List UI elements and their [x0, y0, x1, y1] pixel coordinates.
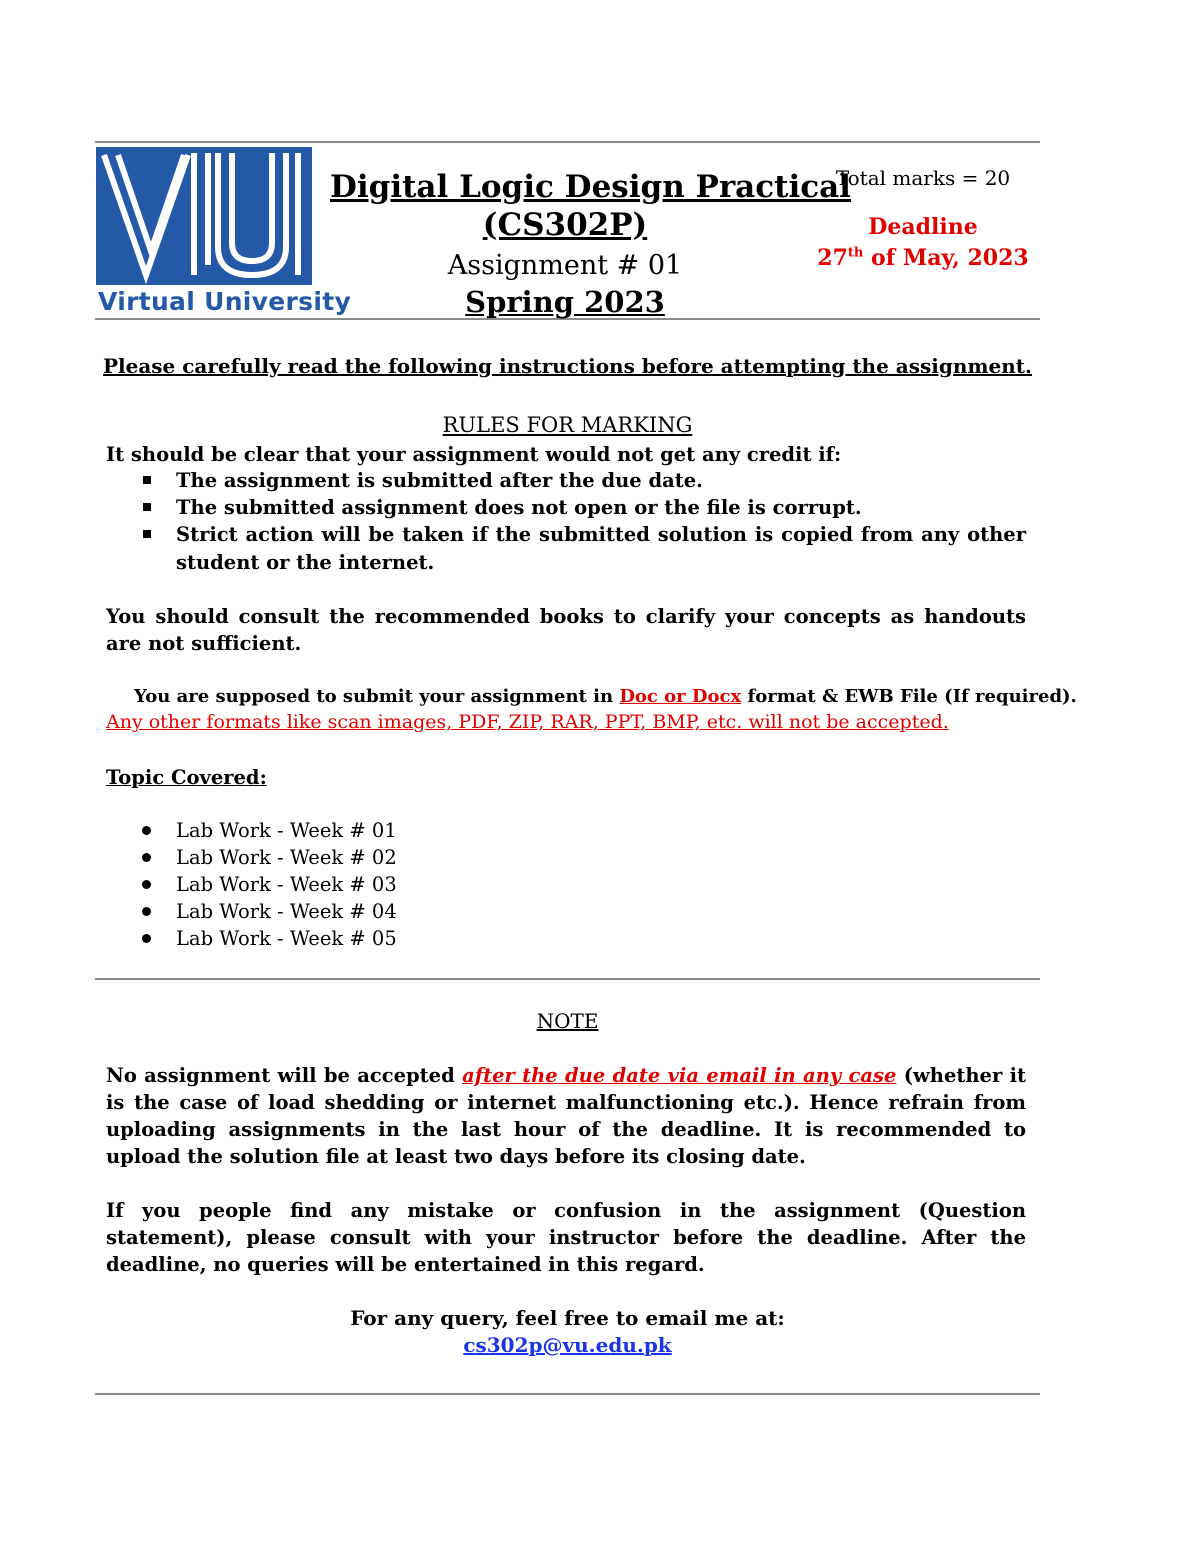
bullet-dot-icon	[142, 907, 151, 916]
topics-divider	[95, 978, 1040, 980]
deadline-date: 27th of May, 2023	[817, 245, 1029, 271]
not-accepted-formats: Any other formats like scan images, PDF, ZIP, RAR, PPT, BMP, etc. will not be accepted.	[106, 711, 949, 733]
rule-item: The submitted assignment does not open or the file is corrupt.	[176, 496, 862, 519]
bullet-dot-icon	[142, 880, 151, 889]
bottom-divider	[95, 1393, 1040, 1395]
bullet-square-icon	[143, 476, 151, 484]
note-paragraph-2: If you people find any mistake or confusion in the assignment (Question statement), please consult with your instructor before the deadline. After the deadline, no queries will be entertained in this regard.	[106, 1199, 1026, 1276]
top-divider	[95, 141, 1040, 143]
topic-item: Lab Work - Week # 02	[176, 846, 397, 869]
bullet-dot-icon	[142, 934, 151, 943]
query-text: For any query, feel free to email me at:	[350, 1306, 785, 1330]
instructions-heading: Please carefully read the following instructions before attempting the assignment.	[102, 354, 1033, 378]
topic-item: Lab Work - Week # 04	[176, 900, 397, 923]
rule-item: Strict action will be taken if the submitted solution is copied from any other student or the internet.	[176, 523, 1026, 574]
topic-item: Lab Work - Week # 03	[176, 873, 397, 896]
semester: Spring 2023	[465, 285, 665, 319]
total-marks: Total marks = 20	[835, 166, 1011, 190]
consult-paragraph: You should consult the recommended books to clarify your concepts as handouts are not sufficient.	[106, 605, 1026, 655]
topic-item: Lab Work - Week # 01	[176, 819, 397, 842]
rules-intro: It should be clear that your assignment would not get any credit if:	[106, 443, 842, 466]
bullet-dot-icon	[142, 826, 151, 835]
bullet-square-icon	[143, 530, 151, 538]
note-heading: NOTE	[536, 1009, 599, 1033]
deadline-label: Deadline	[868, 214, 978, 240]
note-paragraph-1: No assignment will be accepted after the due date via email in any case (whether it is the case of load shedding or internet malfunctioning etc.). Hence refrain from uploading assignments in the last hour of the deadline. It is recommended to upload the solution file at least two days before its closing date.	[106, 1064, 1026, 1168]
note-emphasis: after the due date via email in any case	[462, 1064, 897, 1087]
vu-logo	[96, 147, 352, 317]
course-title: Digital Logic Design Practical	[330, 169, 851, 205]
topics-heading: Topic Covered:	[106, 766, 267, 789]
vu-logo-mark	[96, 147, 312, 285]
assignment-number: Assignment # 01	[447, 250, 683, 281]
contact-email	[95, 1332, 1040, 1359]
course-code: (CS302P)	[482, 207, 648, 243]
submit-format-line: You are supposed to submit your assignment in Doc or Docx format & EWB File (If required).	[134, 686, 1077, 707]
topic-item: Lab Work - Week # 05	[176, 927, 397, 950]
bullet-dot-icon	[142, 853, 151, 862]
bullet-square-icon	[143, 503, 151, 511]
vu-logo-text: Virtual University	[98, 287, 352, 316]
vu-monogram-icon	[96, 147, 312, 285]
format-highlight: Doc or Docx	[619, 686, 742, 707]
email-link[interactable]: cs302p@vu.edu.pk	[463, 1333, 672, 1357]
rules-heading: RULES FOR MARKING	[442, 413, 693, 437]
rule-item: The assignment is submitted after the due date.	[176, 469, 703, 492]
